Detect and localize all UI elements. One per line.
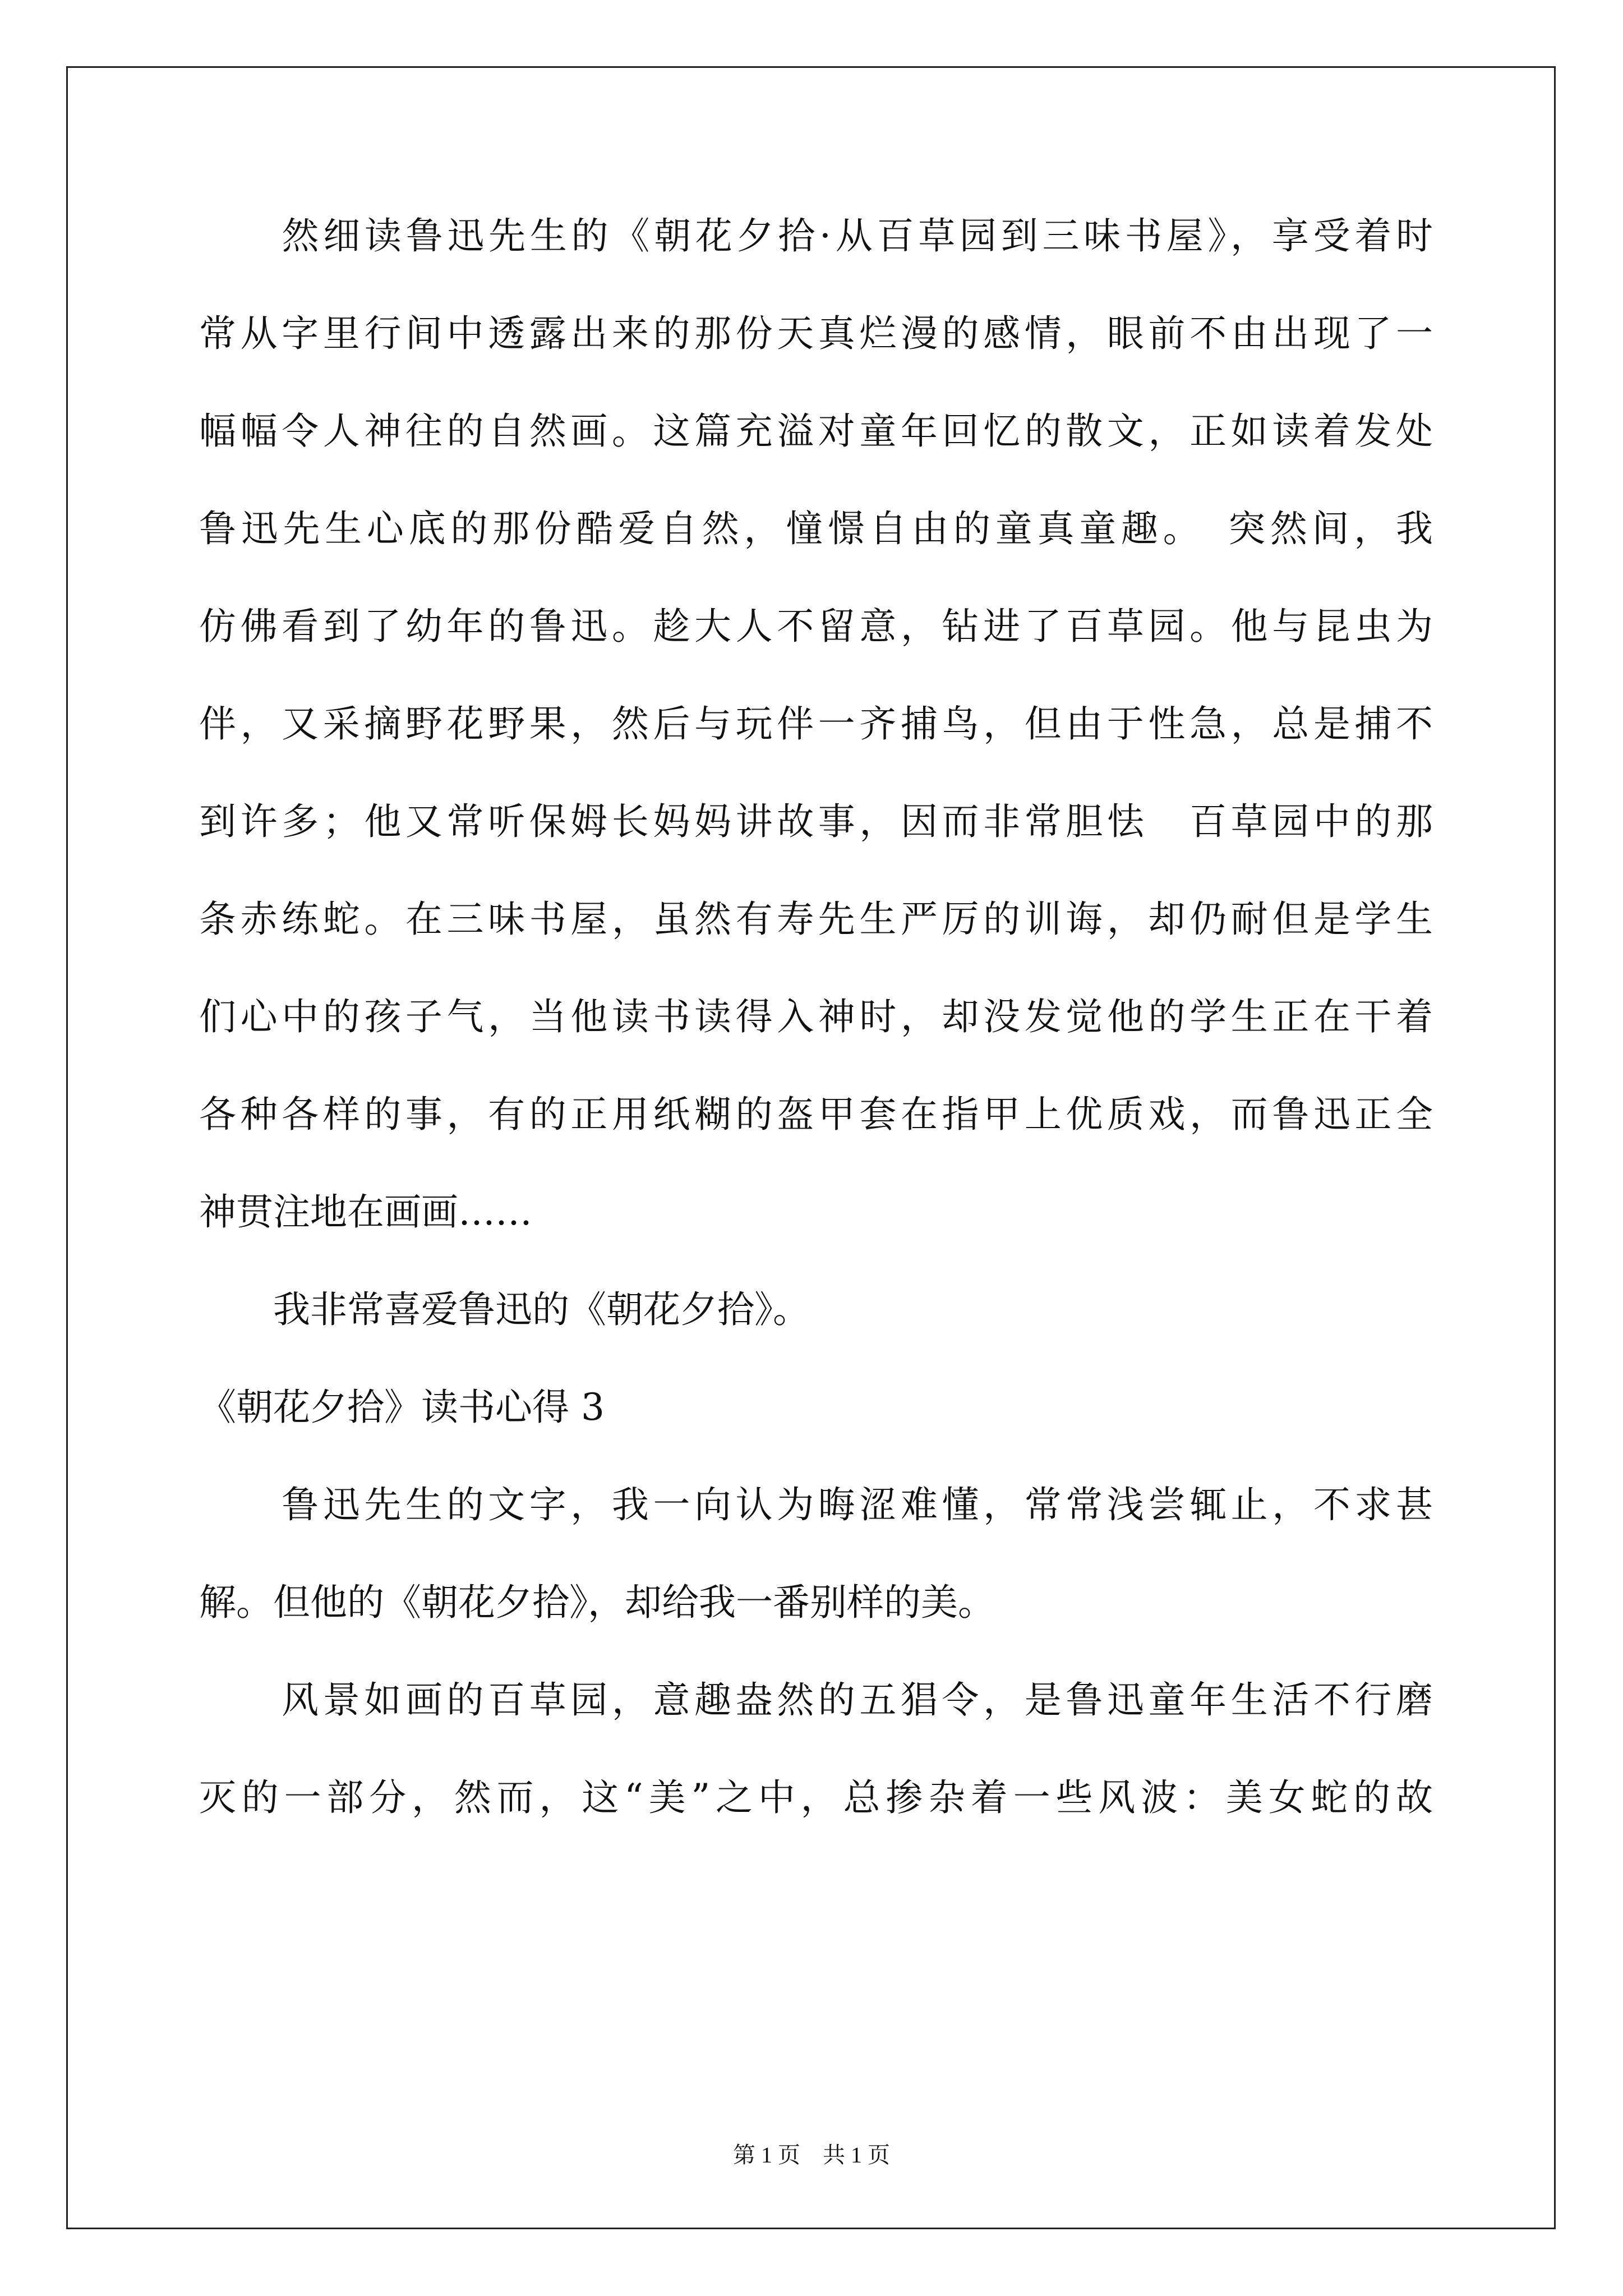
paragraph-line: 我非常喜爱鲁迅的《朝花夕拾》。 — [199, 1288, 810, 1331]
page-number-footer: 第 1 页 共 1 页 — [733, 2142, 890, 2168]
paragraph-line: 各种各样的事，有的正用纸糊的盔甲套在指甲上优质戏，而鲁迅正全 — [199, 1093, 1433, 1136]
paragraph-line: 解。但他的《朝花夕拾》，却给我一番别样的美。 — [199, 1581, 995, 1624]
paragraph-line: 伴，又采摘野花野果，然后与玩伴一齐捕鸟，但由于性急，总是捕不 — [199, 702, 1433, 746]
paragraph-line: 到许多；他又常听保姆长妈妈讲故事，因而非常胆怯 百草园中的那 — [199, 800, 1433, 843]
paragraph-line: 鲁迅先生心底的那份酷爱自然，憧憬自由的童真童趣。 突然间，我 — [199, 507, 1433, 550]
paragraph-line: 条赤练蛇。在三味书屋，虽然有寿先生严厉的训诲，却仍耐但是学生 — [199, 898, 1433, 941]
paragraph-line: 仿佛看到了幼年的鲁迅。趁大人不留意，钻进了百草园。他与昆虫为 — [199, 605, 1433, 648]
page-border — [66, 66, 1556, 2229]
paragraph-line: 鲁迅先生的文字，我一向认为晦涩难懂，常常浅尝辄止，不求甚 — [199, 1483, 1433, 1526]
paragraph-line: 然细读鲁迅先生的《朝花夕拾·从百草园到三味书屋》，享受着时 — [199, 214, 1433, 257]
paragraph-line: 灭的一部分，然而，这“美”之中，总掺杂着一些风波：美女蛇的故 — [199, 1776, 1433, 1819]
paragraph-line: 常从字里行间中透露出来的那份天真烂漫的感情，眼前不由出现了一 — [199, 312, 1433, 355]
section-heading: 《朝花夕拾》读书心得 3 — [199, 1386, 605, 1429]
paragraph-line: 风景如画的百草园，意趣盎然的五猖令，是鲁迅童年生活不行磨 — [199, 1678, 1433, 1722]
paragraph-line: 们心中的孩子气，当他读书读得入神时，却没发觉他的学生正在干着 — [199, 995, 1433, 1038]
paragraph-line: 幅幅令人神往的自然画。这篇充溢对童年回忆的散文，正如读着发处 — [199, 409, 1433, 453]
paragraph-line: 神贯注地在画画…… — [199, 1190, 532, 1234]
